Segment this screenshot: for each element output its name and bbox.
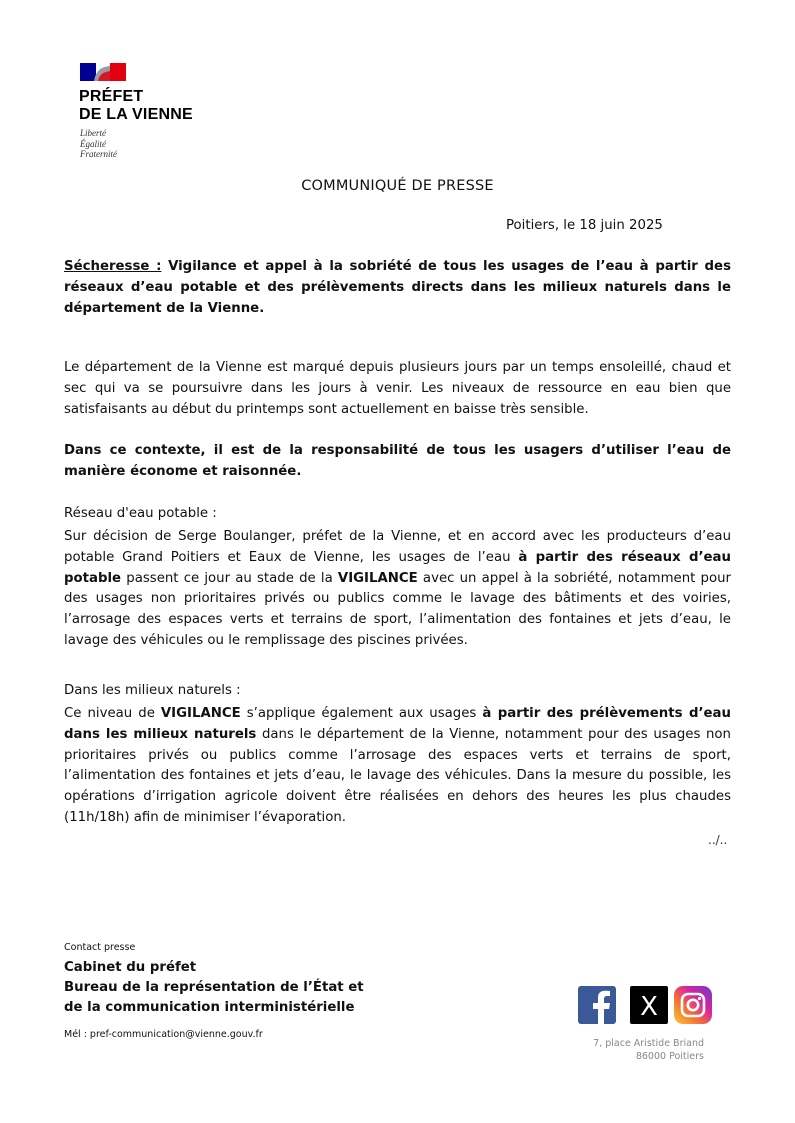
reseau-bold-2: VIGILANCE bbox=[337, 570, 418, 586]
x-glyph: X bbox=[640, 992, 658, 1022]
reseau-text-1: Sur décision de Serge Boulanger, préfet de la Vienne, et en accord avec les producteurs d’eau potable Grand Poitiers et Eaux de Vienne, les usages de l’eau bbox=[64, 529, 731, 565]
headline-label: Sécheresse : bbox=[64, 259, 162, 274]
facebook-icon[interactable] bbox=[578, 986, 616, 1024]
motto-liberte: Liberté bbox=[80, 128, 106, 138]
headline-text: Vigilance et appel à la sobriété de tous les usages de l’eau à partir des réseaux d’eau potable et des prélèvements directs dans les milieux naturels dans le département de la Vienne. bbox=[64, 259, 731, 316]
milieux-bold-1: VIGILANCE bbox=[160, 706, 241, 721]
marianne-logo-icon bbox=[80, 63, 126, 81]
contact-block bbox=[64, 958, 364, 1018]
contact-line-1: Cabinet du préfet bbox=[64, 960, 197, 975]
context-paragraph: Dans ce contexte, il est de la responsabilité de tous les usagers d’utiliser l’eau de manière économe et raisonnée. bbox=[64, 443, 731, 479]
institution-name bbox=[79, 88, 193, 124]
contact-line-2: Bureau de la représentation de l’État et bbox=[64, 980, 364, 995]
milieux-text-3: dans le département de la Vienne, notamment pour des usages non prioritaires privés ou publics comme l’arrosage des espaces verts et terrains de sport, l’alimentation des fontaines et jets d’eau, le lavage des véhicules. Dans la mesure du possible, les opérations d’irrigation agricole doivent être réalisées en dehors des heures les plus chaudes (11h/18h) afin de minimiser l’évaporation. bbox=[64, 726, 731, 825]
headline bbox=[64, 257, 731, 319]
intro-paragraph: Le département de la Vienne est marqué depuis plusieurs jours par un temps ensoleillé, chaud et sec qui va se poursuivre dans les jours à venir. Les niveaux de ressource en eau bien que satisfaisants au début du printemps sont actuellement en baisse très sensible. bbox=[64, 360, 731, 417]
motto-fraternite: Fraternité bbox=[80, 149, 117, 159]
reseau-bold-1: à partir des réseaux d’eau potable bbox=[64, 549, 731, 586]
continuation-mark: ../.. bbox=[708, 833, 728, 847]
instagram-icon[interactable] bbox=[674, 986, 712, 1024]
reseau-paragraph bbox=[64, 527, 731, 652]
motto bbox=[80, 128, 117, 160]
milieux-bold-2: à partir des prélèvements d’eau dans les milieux naturels bbox=[64, 706, 731, 742]
reseau-text-3: avec un appel à la sobriété, notamment pour des usages non prioritaires privés ou publics comme le lavage des bâtiments et des voiries, l’arrosage des espaces verts et terrains de sport, l’alimentation des fontaines et jets d’eau, le lavage des véhicules ou le remplissage des piscines privées. bbox=[64, 570, 731, 648]
institution-line-1: PRÉFET bbox=[79, 88, 144, 105]
milieux-paragraph bbox=[64, 704, 731, 829]
milieux-text-2: s’applique également aux usages bbox=[240, 706, 483, 721]
milieux-title: Dans les milieux naturels : bbox=[64, 683, 241, 698]
contact-email[interactable]: Mél : pref-communication@vienne.gouv.fr bbox=[64, 1029, 263, 1040]
reseau-text-2: passent ce jour au stade de la bbox=[121, 570, 338, 586]
reseau-title: Réseau d'eau potable : bbox=[64, 506, 217, 521]
document-type-heading: COMMUNIQUÉ DE PRESSE bbox=[301, 178, 494, 194]
motto-egalite: Égalité bbox=[80, 138, 106, 149]
address-block bbox=[560, 1038, 704, 1063]
institution-line-2: DE LA VIENNE bbox=[79, 106, 193, 123]
address-line-1: 7, place Aristide Briand bbox=[593, 1038, 704, 1049]
contact-label: Contact presse bbox=[64, 942, 136, 953]
x-twitter-icon[interactable] bbox=[630, 986, 668, 1024]
milieux-text-1: Ce niveau de bbox=[64, 706, 161, 721]
document-date: Poitiers, le 18 juin 2025 bbox=[506, 218, 663, 233]
address-line-2: 86000 Poitiers bbox=[635, 1050, 704, 1062]
contact-line-3: de la communication interministérielle bbox=[64, 1000, 355, 1015]
